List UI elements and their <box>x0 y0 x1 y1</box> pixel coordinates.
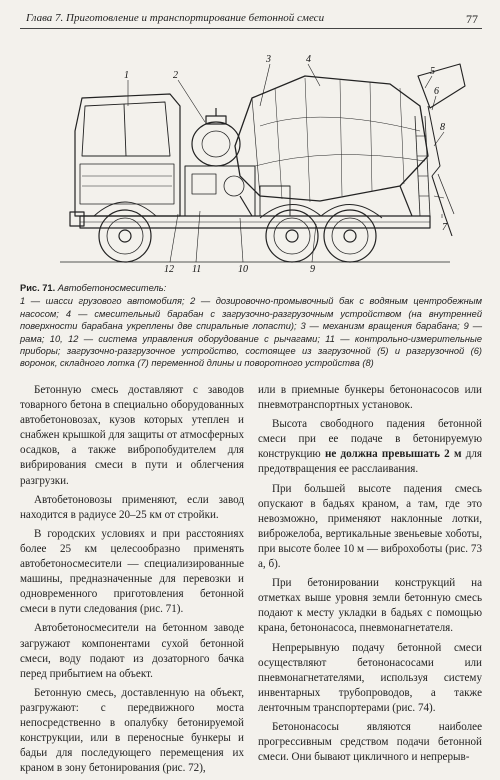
paragraph: Бетононасосы являются наиболее прогрессивным средством подачи бетонной смеси. Они бывают цикличного и непрерыв- <box>258 720 482 764</box>
paragraph: При бетонировании конструкций на отметках выше уровня земли бетонную смесь подают к месту укладки в бадьях с помощью крана, бетононасоса, пневмонагнетателя. <box>258 577 482 635</box>
text-run: для предотвращения ее расслаивания. <box>258 448 482 476</box>
callout-11: 11 <box>192 264 202 275</box>
paragraph: В городских условиях и при расстояниях более 25 км целесообразно применять автобетоносмесители — специализированные машины, предназначенные для перевозки и одновременного приготовления бетонной смеси в пути следования (рис. 71). <box>20 527 244 616</box>
left-column <box>20 383 244 780</box>
paragraph-continuation: или в приемные бункеры бетононасосов или пневмотранспортных установок. <box>258 384 482 412</box>
callout-7: 7 <box>442 222 447 233</box>
paragraph: Бетонную смесь, доставленную на объект, разгружают: с передвижного моста непосредственно в опалубку бетонируемой конструкции, или в переносные бункеры и бадьи для последующего перемещения их краном в зону бетонирования (рис. 72), <box>20 686 244 775</box>
right-column <box>258 383 482 769</box>
callout-10: 10 <box>238 264 248 275</box>
caption-label: Рис. 71. <box>20 283 56 293</box>
callout-2: 2 <box>173 70 178 81</box>
caption-body: 1 — шасси грузового автомобиля; 2 — дозировочно-промывочный бак с водяным центробежным насосом; 4 — смесительный барабан с загрузочно-разгрузочным устройством (на внутренней поверхности барабана укреплены две спиральные лопасти); 3 — механизм вращения барабана; 9 — рама; 10, 12 — система управления оборудование с рычагами; 11 — контрольно-измерительные приборы; загрузочно-разгрузочное устройство, состоящее из загрузочной (5) и разгрузочной (6) воронок, складного лотка (7) переменной длины и поворотного устройства (8) <box>20 296 482 369</box>
paragraph: Автобетоновозы применяют, если завод находится в радиусе 20–25 км от стройки. <box>20 493 244 521</box>
paragraph: При большей высоте падения смесь опускают в бадьях краном, а там, где это невозможно, применяют наклонные лотки, виброжелоба, вертикальные звеньевые хоботы, при высоте более 10 м — виброхоботы (рис. 73 а, б). <box>258 482 482 571</box>
callout-8: 8 <box>440 122 445 133</box>
truck-mixer-drawing <box>20 36 482 276</box>
chapter-title: Глава 7. Приготовление и транспортирование бетонной смеси <box>26 12 325 24</box>
callout-1: 1 <box>124 70 129 81</box>
callout-4: 4 <box>306 54 311 65</box>
emphasis: не должна превышать 2 м <box>324 448 462 461</box>
paragraph: Непрерывную подачу бетонной смеси осуществляют бетононасосами или пневмонагнетателями, используя систему инвентарных трубопроводов, а также ленточным транспортерами (рис. 74). <box>258 641 482 714</box>
text-run: Высота свободного падения бетонной смеси при ее подаче в бетонируемую конструкцию <box>258 418 482 461</box>
callout-6: 6 <box>434 86 439 97</box>
paragraph <box>258 417 482 477</box>
paragraph: Бетонную смесь доставляют с заводов товарного бетона в специально оборудованных автобетоновозах, кузов которых утеплен и снабжен крышкой для защиты от атмосферных осадков, а также вибропобудителем для вибрирования смеси в пути и облегчения разгрузки. <box>20 384 244 487</box>
figure-caption <box>20 282 482 370</box>
callout-5: 5 <box>430 66 435 77</box>
page-number: 77 <box>466 12 478 26</box>
body-text <box>20 383 482 775</box>
caption-title <box>20 282 482 294</box>
truck-mixer-figure <box>20 36 482 276</box>
callout-9: 9 <box>310 264 315 275</box>
callout-12: 12 <box>164 264 174 275</box>
paragraph: Автобетоносмесители на бетонном заводе загружают компонентами сухой бетонной смеси, воду подают из дозаторного бачка перед прибытием на объект. <box>20 622 244 680</box>
callout-3: 3 <box>266 54 271 65</box>
running-header <box>20 8 482 29</box>
caption-heading: Автобетоносмеситель: <box>57 283 167 293</box>
